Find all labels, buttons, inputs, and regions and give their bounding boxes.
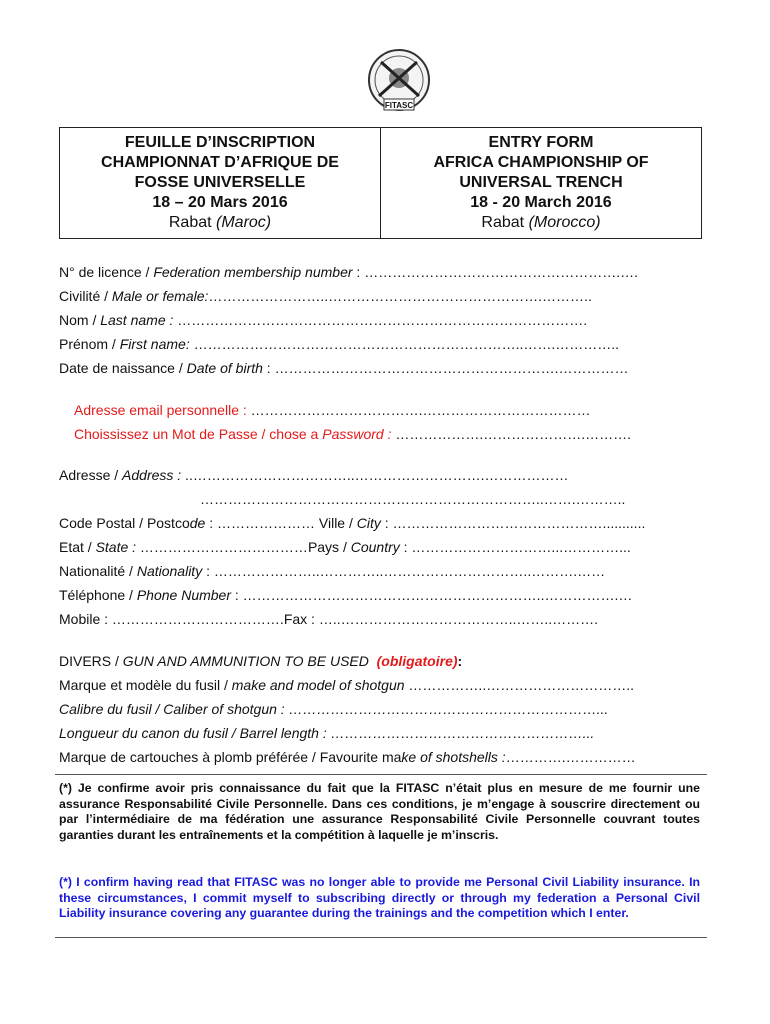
dates-fr: 18 – 20 Mars 2016: [152, 194, 288, 211]
address-field[interactable]: [59, 466, 569, 484]
required-badge: (obligatoire): [376, 653, 458, 669]
address2-dots: ………………………………………………………………..…….………..: [200, 491, 626, 507]
event-line2-en: UNIVERSAL TRENCH: [459, 174, 623, 191]
venue-en: [481, 213, 600, 233]
logo-label: FITASC: [384, 101, 414, 110]
city-en: Rabat: [481, 214, 525, 231]
country-label-en: Country: [350, 539, 400, 555]
country-en: (Morocco): [528, 214, 601, 231]
caliber-dots: …………………………………………………………...: [284, 701, 609, 717]
fax-label: Fax :: [283, 611, 319, 627]
state-dots: ………………………………: [136, 539, 308, 555]
fitasc-logo: [365, 48, 433, 116]
divers-label-en: GUN AND AMMUNITION TO BE USED: [122, 653, 369, 669]
address-line2-field[interactable]: [200, 490, 625, 508]
nationality-dots: : …………………..…………..…………………………..……….……: [202, 563, 606, 579]
firstname-field[interactable]: [59, 335, 619, 353]
phone-field[interactable]: [59, 586, 632, 604]
title-fr: FEUILLE D’INSCRIPTION: [124, 134, 316, 151]
civility-label-en: Male or female:: [111, 288, 209, 304]
event-line1-fr: CHAMPIONNAT D’AFRIQUE DE: [101, 154, 339, 171]
city-label: Ville /: [318, 515, 357, 531]
city-fr: Rabat: [168, 214, 212, 231]
address-label-fr: Adresse /: [59, 467, 123, 483]
city-label-en: City: [356, 515, 381, 531]
password-label-fr: Choississez un Mot de Passe / chose a: [74, 426, 323, 442]
lastname-label-fr: Nom /: [59, 312, 101, 328]
nationality-field[interactable]: [59, 562, 605, 580]
state-label-en: State :: [95, 539, 137, 555]
event-line1-en: AFRICA CHAMPIONSHIP OF: [433, 154, 649, 171]
postal-dots: : …………………: [205, 515, 319, 531]
phone-label: Téléphone /: [59, 587, 137, 603]
event-line2-fr: FOSSE UNIVERSELLE: [134, 174, 306, 191]
gun-make-label-en: make and model of shotgun: [231, 677, 405, 693]
postal-city-field[interactable]: [59, 514, 645, 532]
birth-label-fr: Date de naissance /: [59, 360, 187, 376]
firstname-label-fr: Prénom /: [59, 336, 120, 352]
address-label-en: Address :: [122, 467, 182, 483]
barrel-field[interactable]: [59, 724, 594, 742]
lastname-field[interactable]: [59, 311, 587, 329]
cartridge-field[interactable]: [59, 748, 636, 766]
state-country-field[interactable]: [59, 538, 631, 556]
barrel-dots: ………………………………………………...: [326, 725, 595, 741]
cartridge-label-fr: Marque de cartouches à plomb préférée / Favourite ma: [59, 749, 402, 765]
insurance-note-fr: (*) Je confirme avoir pris connaissance du fait que la FITASC n’était plus en mesure de me fournir une assurance Responsabilité Civile Personnelle. Dans ces conditions, je m’engage à souscrire directement ou par l’intermédiaire de ma fédération une assurance Responsabilité Civile Personnelle couvrant toutes garanties durant les entraînements et la compétition à laquelle je m’inscris.: [59, 781, 700, 842]
title-en: ENTRY FORM: [488, 134, 594, 151]
licence-field[interactable]: [59, 263, 638, 281]
address-dots: ..……………………………..……………………….………………: [181, 467, 569, 483]
fitasc-crest-icon: [365, 48, 433, 116]
postal-label-suffix: de: [189, 515, 206, 531]
licence-label-en: Federation membership number: [153, 264, 353, 280]
nationality-label: Nationalité /: [59, 563, 137, 579]
country-label: Pays /: [307, 539, 351, 555]
password-field[interactable]: [74, 425, 631, 443]
notes-bottom-rule: [55, 937, 707, 938]
city-dots: : ………………………………………...........: [380, 515, 646, 531]
birth-dots: : …………………………………………………….……………: [262, 360, 629, 376]
gun-make-dots: ……………..…………………………..: [404, 677, 634, 693]
firstname-dots: ……………………………………………………………..…….…………..: [189, 336, 620, 352]
divers-label-fr: DIVERS /: [59, 653, 123, 669]
civility-label-fr: Civilité /: [59, 288, 112, 304]
nationality-label-en: Nationality: [136, 563, 203, 579]
state-label: Etat /: [59, 539, 96, 555]
lastname-dots: …………………………………………………………………………….: [173, 312, 588, 328]
phone-label-en: Phone Number: [136, 587, 232, 603]
divers-heading: [59, 652, 462, 670]
mobile-dots: ……………………………….: [111, 611, 284, 627]
fax-dots: …..………………………………..……..……….: [318, 611, 599, 627]
civility-field[interactable]: [59, 287, 592, 305]
email-field[interactable]: [74, 401, 591, 419]
caliber-label: Calibre du fusil / Caliber of shotgun :: [59, 701, 285, 717]
password-label-en: Password :: [322, 426, 392, 442]
divers-colon: :: [457, 653, 463, 669]
lastname-label-en: Last name :: [100, 312, 174, 328]
header-english: [380, 128, 701, 238]
phone-dots: : ………………………………………………………..…………….…: [231, 587, 633, 603]
civility-dots: ……………………..……………………………………….………..: [208, 288, 592, 304]
mobile-label: Mobile :: [59, 611, 112, 627]
caliber-field[interactable]: [59, 700, 608, 718]
gun-make-field[interactable]: [59, 676, 634, 694]
licence-label-fr: N° de licence /: [59, 264, 154, 280]
mobile-fax-field[interactable]: [59, 610, 598, 628]
birth-label-en: Date of birth: [186, 360, 263, 376]
email-dots: ……………………………….………………………………: [246, 402, 591, 418]
cartridge-dots: ………….……………: [505, 749, 636, 765]
birthdate-field[interactable]: [59, 359, 628, 377]
email-label: Adresse email personnelle :: [74, 402, 247, 418]
gun-make-label-fr: Marque et modèle du fusil /: [59, 677, 232, 693]
postal-label: Code Postal / Postco: [59, 515, 190, 531]
firstname-label-en: First name:: [119, 336, 190, 352]
header-table: [59, 127, 702, 239]
licence-dots: : ……………………………………………….….: [352, 264, 638, 280]
password-dots: ……………….………………….……….: [391, 426, 632, 442]
insurance-note-en: (*) I confirm having read that FITASC was no longer able to provide me Personal Civil Liability insurance. In these circumstances, I commit myself to subscribing directly or through my federation a Personal Civil Liability insurance covering any guarantee during the trainings and the competition which I enter.: [59, 875, 700, 920]
country-fr: (Maroc): [216, 214, 272, 231]
barrel-label: Longueur du canon du fusil / Barrel length :: [59, 725, 327, 741]
country-dots: : …………………………...…………...: [399, 539, 631, 555]
notes-top-rule: [55, 774, 707, 775]
dates-en: 18 - 20 March 2016: [470, 194, 612, 211]
header-french: [60, 128, 380, 238]
venue-fr: [169, 213, 271, 233]
cartridge-label-en: ke of shotshells :: [401, 749, 506, 765]
